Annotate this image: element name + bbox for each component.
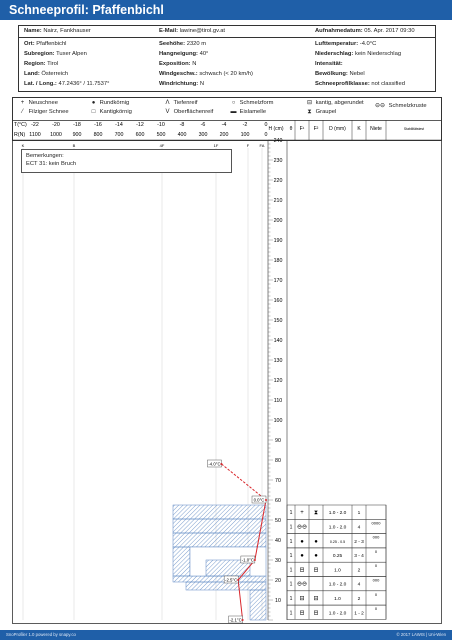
temp-tick-label: -12 [136,122,144,128]
temp-tick-label: -18 [73,122,81,128]
layer-niete: 000 [372,577,380,583]
layer-hardness-k: 4 [357,582,361,588]
hardness-block [173,547,190,576]
email-value: lawine@tirol.gv.at [179,28,226,34]
legend-label: Eislamelle [239,109,267,115]
height-tick-label: 40 [275,538,281,544]
windgeschw-value: schwach (< 20 km/h) [199,71,253,77]
height-tick-label: 10 [275,598,281,604]
hardness-block [250,590,266,620]
region-value: Tirol [47,61,59,67]
date-key: Aufnahmedatum: [315,28,363,34]
height-tick-label: 110 [273,398,283,404]
layer-grain-size: 1.0 [334,596,341,602]
remarks-box [21,149,232,173]
layer-theta: 1 [289,553,293,560]
legend-label: Kantigkörnig [99,109,132,115]
graupel-icon: ⧗ [307,109,312,115]
temp-tick-label: -20 [52,122,60,128]
height-tick-label: 150 [273,318,283,324]
profilklasse-value: not classified [371,81,405,87]
layer-theta: 1 [289,581,293,588]
layer-grain-1: ⊖⊖ [296,581,308,588]
legend-label: Tiefenreif [173,100,198,106]
height-tick-label: 140 [273,338,283,344]
temperature-point [265,499,267,501]
hardness-tick-label: K [21,143,25,148]
latlong-value: 47.2436° / 11.7537° [58,81,110,87]
height-axis-label: H (cm) [268,126,284,132]
layer-theta: 1 [289,610,293,617]
temp-tick-label: -6 [200,122,206,128]
layer-grain-1: + [300,510,304,517]
layer-hardness-k: 2 - 3 [354,539,364,545]
layer-grain-2: ● [314,538,318,545]
email-key: E-Mail: [159,28,179,34]
neuschnee-icon: + [20,100,25,106]
layer-grain-1: ⊟ [299,595,305,602]
height-tick-label: 50 [275,518,281,524]
legend-label: Filziger Schnee [28,109,69,115]
height-tick-label: 80 [275,458,281,464]
table-column-header: Stabilitätstest [403,127,425,131]
height-tick-label: 160 [273,298,283,304]
hardness-tick-label: FA [259,143,265,148]
layer-theta: 1 [289,524,293,531]
layer-grain-2: ⧗ [313,510,319,517]
niederschlag-key: Niederschlag: [315,51,354,57]
layer-grain-2: ⊟ [313,610,319,617]
layer-hardness-k: 2 [357,568,361,574]
windrichtung-value: N [199,81,205,87]
exposition-key: Exposition: [159,61,191,67]
layer-grain-2: ● [314,553,318,560]
layer-niete: 0 [374,606,378,612]
height-tick-label: 240 [273,138,283,144]
layer-grain-2: ⊟ [313,595,319,602]
subregion-key: Subregion: [24,51,55,57]
snow-profile-chart [12,120,442,625]
footer [0,630,452,640]
height-tick-label: 220 [273,178,283,184]
legend-label: kantig, abgerundet [315,100,364,106]
temperature-point [242,619,244,621]
ram-tick-label: 800 [93,132,103,138]
temp-tick-label: -2 [242,122,248,128]
date-value: 05. Apr. 2017 09:30 [364,28,415,34]
ram-axis-label: R(N) [14,132,26,138]
layer-niete: 0 [374,548,378,554]
remarks-text: ECT 31: kein Bruch [26,161,77,167]
layer-grain-1: ⊟ [299,610,305,617]
temperature-point [220,463,222,465]
remarks-title: Bemerkungen: [26,153,64,159]
eislamelle-icon: ▬ [230,109,237,115]
name-key: Name: [24,28,42,34]
oberflaechenreif-icon: V [165,109,170,115]
ram-tick-label: 100 [240,132,250,138]
temp-tick-label: -14 [115,122,123,128]
ram-tick-label: 200 [219,132,229,138]
layer-hardness-k: 4 [357,525,361,531]
layer-grain-1: ⊟ [299,567,305,574]
hardness-tick-label: 1F [213,143,219,148]
layer-grain-2: ⊟ [313,567,319,574]
temp-tick-label: -16 [94,122,102,128]
temperature-point-label: -1.0°C [241,557,254,563]
footer-right: © 2017 LAWIS | Uni-Wien [396,632,446,637]
layer-theta: 1 [289,510,293,517]
layer-grain-1: ● [300,553,304,560]
hardness-tick-label: 4F [159,143,165,148]
windrichtung-key: Windrichtung: [159,81,199,87]
name-value: Nairz, Fankhauser [43,28,91,34]
layer-theta: 1 [289,567,293,574]
hardness-block [186,582,266,590]
layer-theta: 1 [289,595,293,602]
layer-grain-size: 1.0 - 2.0 [328,611,347,617]
lufttemp-key: Lufttemperatur: [315,41,359,47]
height-tick-label: 90 [275,438,281,444]
legend-label: Neuschnee [28,100,58,106]
latlong-key: Lat. / Long.: [24,81,57,87]
temperature-point-label: -2.5°C [225,577,238,583]
height-tick-label: 230 [273,158,283,164]
table-column-header: D (mm) [329,126,346,132]
hardness-tick-label: F [246,143,250,148]
temperature-point [237,579,239,581]
rundkoernig-icon: ● [91,100,96,106]
ram-tick-label: 400 [177,132,187,138]
height-tick-label: 210 [273,198,283,204]
layer-grain-1: ● [300,538,304,545]
temperature-point-label: 0.0°C [253,497,265,503]
layer-hardness-k: 2 [357,596,361,602]
height-tick-label: 120 [273,378,283,384]
temp-tick-label: -4 [221,122,227,128]
hardness-block [173,576,266,582]
region-key: Region: [24,61,46,67]
lufttemp-value: -4.0°C [359,41,377,47]
layer-grain-size: 0.25 - 0.5 [329,539,346,544]
intensitaet-key: Intensität: [315,61,343,67]
hardness-block [173,505,266,519]
temp-tick-label: -10 [157,122,165,128]
bewoelkung-value: Nebel [349,71,365,77]
land-key: Land: [24,71,40,77]
legend-label: Schmelzform [239,100,274,106]
windgeschw-key: Windgeschw.: [159,71,198,77]
hangneigung-key: Hangneigung: [159,51,198,57]
hardness-block [173,519,266,533]
height-tick-label: 30 [275,558,281,564]
niederschlag-value: kein Niederschlag [354,51,402,57]
height-tick-label: 130 [273,358,283,364]
schmelzkruste-icon: ⊖⊖ [374,103,386,109]
layer-niete: 0 [374,591,378,597]
layer-grain-size: 1.0 - 2.0 [328,582,347,588]
ram-tick-label: 1100 [29,132,41,138]
ram-tick-label: 900 [72,132,82,138]
layer-grain-size: 1.0 - 2.0 [328,511,347,517]
table-column-header: F¹ [299,126,305,132]
temp-tick-label: -22 [31,122,39,128]
tiefenreif-icon: Λ [165,100,170,106]
seehoehe-key: Seehöhe: [159,41,186,47]
layer-hardness-k: 1 - 2 [354,611,364,617]
height-tick-label: 20 [275,578,281,584]
filziger-schnee-icon: ⁄ [21,109,23,115]
ram-tick-label: 1000 [50,132,62,138]
layer-grain-size: 1.0 [334,568,341,574]
temp-tick-label: 0 [264,122,268,128]
profile-metadata [18,25,436,92]
layer-grain-size: 0.25 [332,554,343,560]
height-tick-label: 70 [275,478,281,484]
subregion-value: Tuxer Alpen [56,51,87,57]
hangneigung-value: 40° [199,51,209,57]
height-tick-label: 60 [275,498,281,504]
table-column-header: Niete [370,126,382,132]
footer-left: SnoProfiler 1.0 powered by snapy.co [6,632,76,637]
height-tick-label: 200 [273,218,283,224]
legend-label: Schmelzkruste [388,103,427,109]
kantig-abgerundet-icon: ⊟ [306,100,313,106]
temp-tick-label: -8 [179,122,185,128]
legend-label: Oberflächenreif [173,109,214,115]
height-tick-label: 190 [273,238,283,244]
hardness-block [173,533,266,547]
height-tick-label: 180 [273,258,283,264]
layer-niete: 000 [372,534,380,540]
temperature-point [254,559,256,561]
schmelzform-icon: ○ [231,100,236,106]
exposition-value: N [192,61,197,67]
hardness-tick-label: B [72,143,76,148]
layer-niete: 0000 [371,520,381,526]
layer-hardness-k: 1 [357,511,361,517]
kantigkoernig-icon: □ [91,109,96,115]
temperature-point-label: -2.1°C [229,617,242,623]
layer-grain-1: ⊖⊖ [296,524,308,531]
ort-key: Ort: [24,41,35,47]
air-temperature-line [221,464,266,500]
ram-tick-label: 300 [198,132,208,138]
table-column-header: F² [313,126,319,132]
layer-hardness-k: 3 - 4 [354,554,364,560]
temperature-point-label: -4.0°C [208,461,221,467]
ram-tick-label: 500 [156,132,166,138]
height-tick-label: 100 [273,418,283,424]
legend-label: Graupel [315,109,337,115]
page-title: Schneeprofil: Pfaffenbichl [0,0,452,20]
ram-tick-label: 0 [264,132,268,138]
ram-tick-label: 700 [114,132,124,138]
height-tick-label: 170 [273,278,283,284]
temp-axis-label: T(°C) [14,122,27,128]
ort-value: Pfaffenbichl [36,41,67,47]
table-column-header: θ [289,126,293,132]
layer-theta: 1 [289,538,293,545]
profilklasse-key: Schneeprofilklasse: [315,81,370,87]
bewoelkung-key: Bewölkung: [315,71,348,77]
seehoehe-value: 2320 m [186,41,207,47]
layer-grain-size: 1.0 - 2.0 [328,525,347,531]
land-value: Österreich [41,71,69,77]
legend-label: Rundkörnig [99,100,130,106]
ram-tick-label: 600 [135,132,145,138]
layer-niete: 0 [374,563,378,569]
table-column-header: K [357,126,361,132]
